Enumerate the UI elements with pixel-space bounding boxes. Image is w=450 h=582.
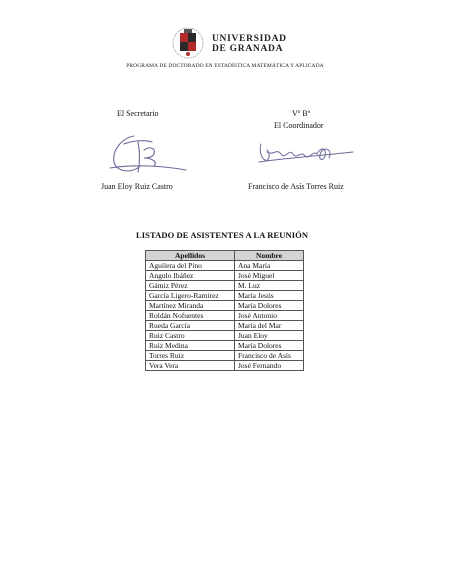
secretary-signature [104, 128, 188, 178]
attendee-name: María del Mar [235, 321, 304, 331]
attendee-surname: Rueda García [146, 321, 235, 331]
secretary-role: El Secretario [117, 109, 159, 118]
attendee-name: María Dolores [235, 341, 304, 351]
table-header-row [146, 251, 304, 261]
attendee-surname: Martínez Miranda [146, 301, 235, 311]
table-row [146, 361, 304, 371]
attendee-name: José Fernando [235, 361, 304, 371]
column-header-surname: Apellidos [146, 251, 235, 261]
attendee-surname: García Ligero-Ramírez [146, 291, 235, 301]
program-title: PROGRAMA DE DOCTORADO EN ESTADÍSTICA MATEMÁTICA Y APLICADA [126, 63, 324, 69]
attendee-name: José Miguel [235, 271, 304, 281]
approval-mark: Vº Bº [292, 109, 311, 118]
attendee-surname: Gámiz Pérez [146, 281, 235, 291]
attendee-surname: Ruiz Castro [146, 331, 235, 341]
table-row [146, 331, 304, 341]
attendees-table [145, 250, 304, 371]
attendee-name: José Antonio [235, 311, 304, 321]
university-name-line1: UNIVERSIDAD [212, 34, 287, 44]
column-header-name: Nombre [235, 251, 304, 261]
attendee-surname: Torres Ruiz [146, 351, 235, 361]
table-row [146, 281, 304, 291]
attendee-name: María Dolores [235, 301, 304, 311]
table-row [146, 301, 304, 311]
coordinator-name: Francisco de Asís Torres Ruiz [248, 182, 344, 191]
table-row [146, 291, 304, 301]
table-row [146, 271, 304, 281]
attendee-name: Ana María [235, 261, 304, 271]
attendee-surname: Ruiz Medina [146, 341, 235, 351]
coordinator-role: El Coordinador [274, 121, 324, 130]
table-row [146, 311, 304, 321]
table-row [146, 321, 304, 331]
table-row [146, 341, 304, 351]
attendee-surname: Angulo Ibáñez [146, 271, 235, 281]
coat-of-arms-icon [168, 25, 208, 61]
attendee-surname: Vera Vera [146, 361, 235, 371]
table-row [146, 261, 304, 271]
attendee-name: M. Luz [235, 281, 304, 291]
attendees-list-title: LISTADO DE ASISTENTES A LA REUNIÓN [136, 230, 309, 240]
attendee-surname: Roldán Nofuentes [146, 311, 235, 321]
attendee-name: María Jesús [235, 291, 304, 301]
attendee-surname: Aguilera del Pino [146, 261, 235, 271]
attendee-name: Francisco de Asís [235, 351, 304, 361]
university-name-line2: DE GRANADA [212, 44, 284, 54]
attendee-name: Juan Eloy [235, 331, 304, 341]
coordinator-signature [257, 138, 355, 168]
table-row [146, 351, 304, 361]
secretary-name: Juan Eloy Ruiz Castro [101, 182, 173, 191]
